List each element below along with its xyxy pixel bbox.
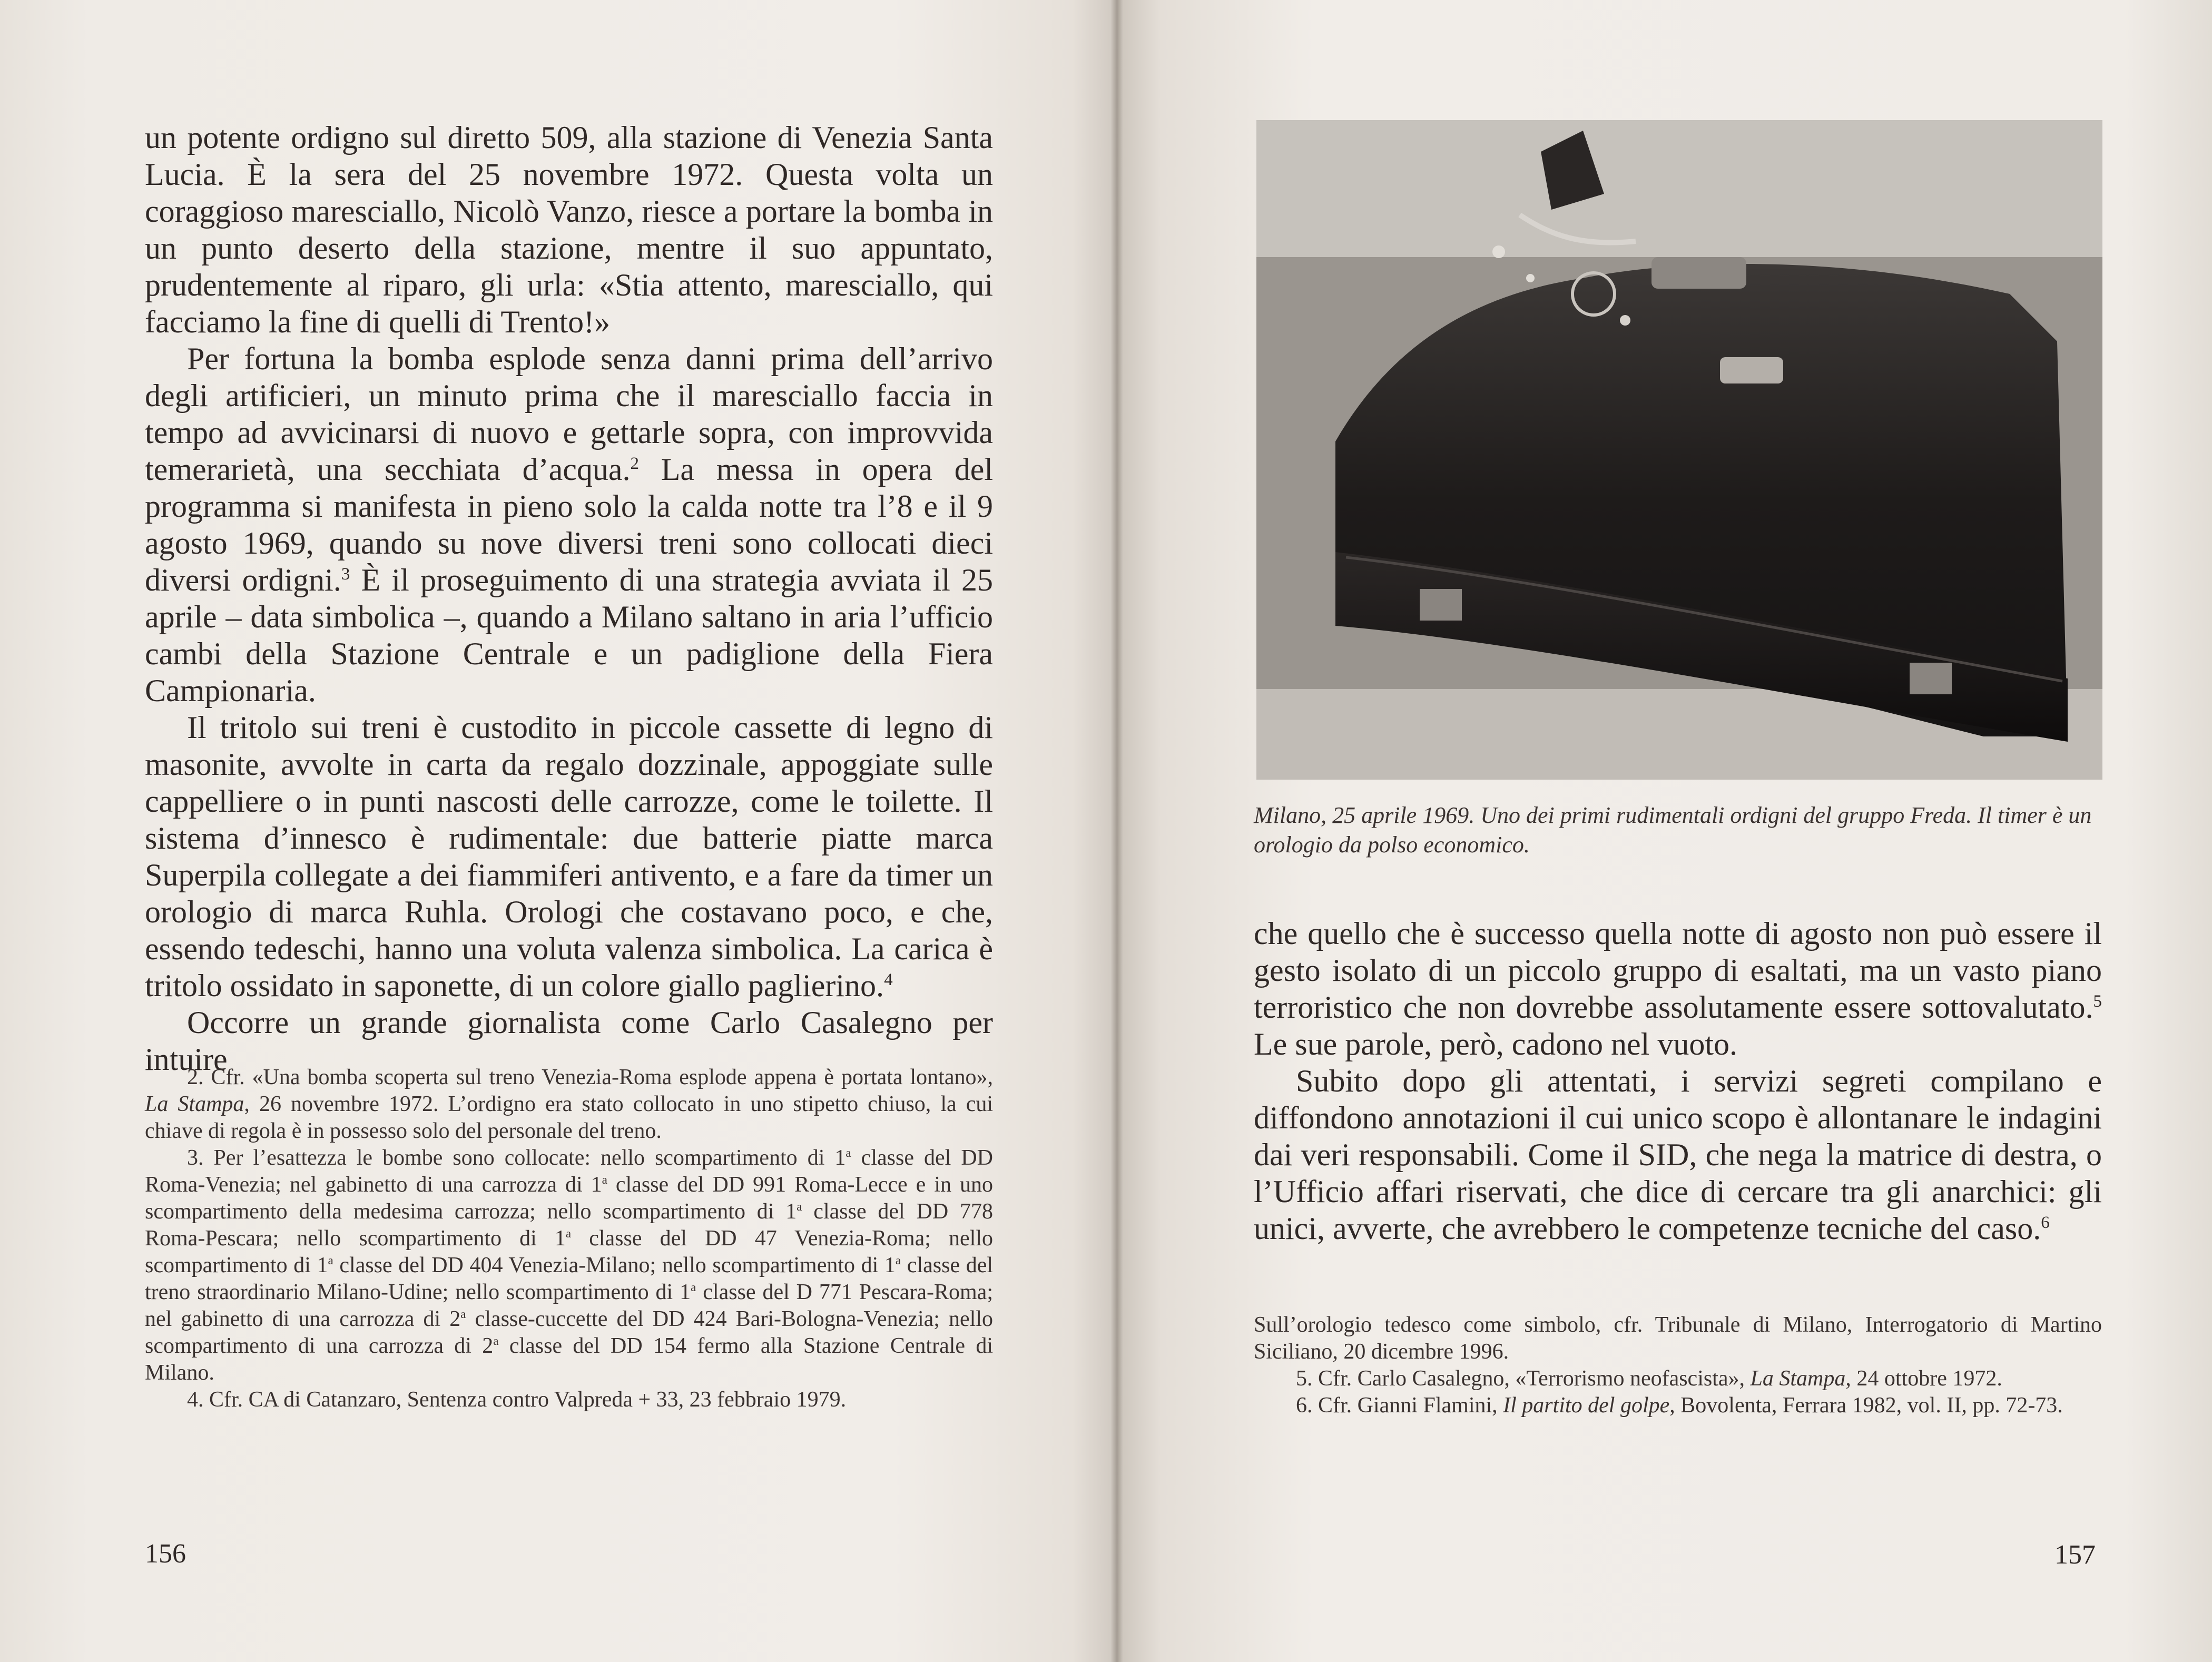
note-ref: 6 [2041, 1213, 2050, 1232]
paragraph: Subito dopo gli attentati, i servizi segreti compilano e diffondono annotazioni il cui unico scopo è allontanare le indagini dai veri responsabili. Come il SID, che nega la matrice di destra, o l’Ufficio affari riservati, che dice di cercare tra gli anarchici: gli unici, avverte, che avrebbero le competenze tecniche del caso.$^6$ [1254, 1064, 2102, 1246]
footnote-3: 3. Per l’esattezza le bombe sono collocate: nello scompartimento di 1$^a$ classe del DD Roma-Venezia; nel gabinetto di una carrozza di 1$^a$ classe del DD 991 Roma-Lecce e in uno scompartimento della medesima carrozza; nello scompartimento di 1$^a$ classe del DD 778 Roma-Pescara; nello scompartimento di 1$^a$ classe del DD 47 Venezia-Roma; nello scompartimento di 1$^a$ classe del DD 404 Venezia-Milano; nello scompartimento di 1$^a$ classe del treno straordinario Milano-Udine; nello scompartimento di 1$^a$ classe del D 771 Pescara-Roma; nel gabinetto di una carrozza di 2$^a$ classe-cuccette del DD 424 Bari-Bologna-Venezia; nello scompartimento di una carrozza di 2$^a$ classe del DD 154 fermo alla Stazione Centrale di Milano. [145, 1146, 994, 1385]
footnote-6: 6. Cfr. Gianni Flamini, Il partito del golpe, Bovolenta, Ferrara 1982, vol. II, pp. 72-73. [1296, 1393, 2063, 1418]
note-ref: 3 [341, 565, 350, 584]
left-body-text [145, 119, 993, 1078]
photo-illustration [1256, 120, 2102, 780]
footnote-4: 4. Cfr. CA di Catanzaro, Sentenza contro Valpreda + 33, 23 febbraio 1979. [187, 1388, 847, 1412]
photo-caption: Milano, 25 aprile 1969. Uno dei primi rudimentali ordigni del gruppo Freda. Il timer è un orologio da polso economico. [1254, 802, 2092, 858]
note-ref: 4 [884, 970, 893, 989]
suitcase-bomb-photo [1256, 120, 2102, 780]
paragraph: un potente ordigno sul diretto 509, alla stazione di Venezia Santa Lucia. È la sera del 25 novembre 1972. Questa volta un coraggioso maresciallo, Nicolò Vanzo, riesce a portare la bomba in un punto deserto della stazione, mentre il suo appuntato, prudentemente al riparo, gli urla: «Stia attento, maresciallo, qui facciamo la fine di quelli di Trento!» [145, 120, 993, 339]
note-ref: 2 [630, 454, 639, 473]
left-footnotes [145, 1064, 993, 1413]
footnote-continuation: Sull’orologio tedesco come simbolo, cfr. Tribunale di Milano, Interrogatorio di Martino Siciliano, 20 dicembre 1996. [1254, 1313, 2102, 1364]
footnote-5: 5. Cfr. Carlo Casalegno, «Terrorismo neofascista», La Stampa, 24 ottobre 1972. [1296, 1366, 2002, 1391]
paragraph: Occorre un grande giornalista come Carlo Casalegno per intuire [145, 1005, 993, 1077]
right-footnotes [1254, 1312, 2102, 1419]
paragraph: che quello che è successo quella notte di agosto non può essere il gesto isolato di un piccolo gruppo di esaltati, ma un vasto piano terroristico che non dovrebbe assolutamente essere sottovalutato.$^5$ Le sue parole, però, cadono nel vuoto. [1254, 916, 2102, 1061]
page-number: 156 [145, 1539, 186, 1569]
page-number: 157 [2054, 1540, 2096, 1570]
latch-right [1910, 663, 1952, 694]
paragraph: Per fortuna la bomba esplode senza danni prima dell’arrivo degli artificieri, un minuto prima che il maresciallo faccia in tempo ad avvicinarsi di nuovo e gettarle sopra, con improvvida temerarietà, una secchiata d’acqua.$^2$ La messa in opera del programma si manifesta in pieno solo la calda notte tra l’8 e il 9 agosto 1969, quando su nove diversi treni sono collocati dieci diversi ordigni.$^3$ È il proseguimento di una strategia avviata il 25 aprile – data simbolica –, quando a Milano saltano in aria l’ufficio cambi della Stazione Centrale e un padiglione della Fiera Campionaria. [145, 341, 993, 708]
right-body-text [1254, 915, 2102, 1247]
footnote-2: 2. Cfr. «Una bomba scoperta sul treno Venezia-Roma esplode appena è portata lontano», La Stampa, 26 novembre 1972. L’ordigno era stato collocato in uno stipetto chiuso, la cui chiave di regola è in possesso solo del personale del treno. [145, 1065, 993, 1143]
book-gutter [1110, 0, 1123, 1662]
latch-left [1420, 589, 1462, 621]
paragraph: Il tritolo sui treni è custodito in piccole cassette di legno di masonite, avvolte in carta da regalo dozzinale, appoggiate sulle cappelliere o in punti nascosti delle carrozze, come le toilette. Il sistema d’innesco è rudimentale: due batterie piatte marca Superpila collegate a dei fiammiferi antivento, e a fare da timer un orologio di marca Ruhla. Orologi che costavano poco, e che, essendo tedeschi, hanno una voluta valenza simbolica. La carica è tritolo ossidato in saponette, di un colore giallo paglierino.$^4$ [145, 710, 993, 1003]
note-ref: 5 [2093, 992, 2102, 1011]
